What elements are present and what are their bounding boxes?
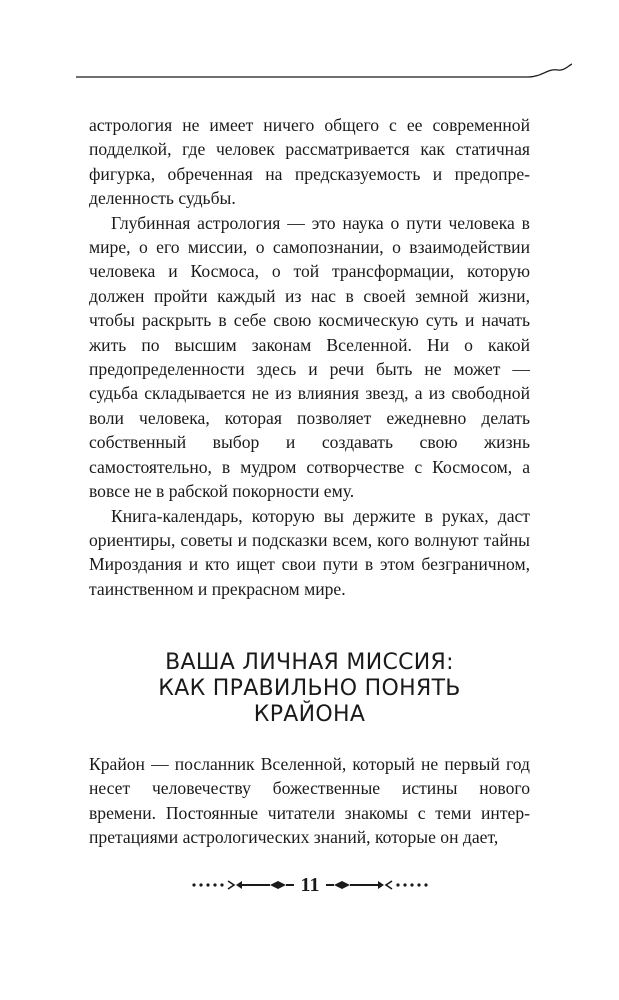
paragraph: Глубинная астрология — это наука о пути человека в мире, о его миссии, о самопознании, о взаимодействии человека и Космоса, о той трансформации, которую должен пройти каждый из нас в своей земной жизни, чтобы раскрыть в себе свою космическую суть и начать жить по высшим законам Вселенной. Ни о какой предопределенности здесь и речи быть не может — судьба складывается не из влияния звезд, а из свободной воли человека, которая позволяет ежедневно делать собственный выбор и создавать свою жизнь самостоятельно, в мудром сотворчестве с Космосом, а вовсе не в рабской покорности ему.: [89, 212, 530, 502]
header-rule-ornament: [76, 62, 572, 86]
paragraph: Крайон — посланник Вселенной, который не первый год несет человечеству божественные истины нового времени. Постоянные читатели знакомы с теми интерпретациями астрологических знаний, которые он дает,: [89, 754, 530, 848]
paragraph: Книга-календарь, которую вы держите в руках, даст ориентиры, советы и подсказки всем, кого волнуют тайны Мироздания и кто ищет свои пути в этом безграничном, таинственном и прекрасном мире.: [89, 505, 530, 599]
heading-line: КРАЙОНА: [253, 702, 366, 727]
heading-line: КАК ПРАВИЛЬНО ПОНЯТЬ: [158, 676, 461, 701]
page-folio: [190, 871, 430, 899]
body-text-top: [89, 113, 530, 601]
section-heading: [89, 650, 530, 728]
page-number: 11: [300, 874, 320, 896]
body-text-bottom: [89, 752, 530, 850]
heading-line: ВАША ЛИЧНАЯ МИССИЯ:: [165, 650, 454, 675]
paragraph: астрология не имеет ничего общего с ее современной подделкой, где человек рассматривается как статичная фигурка, обреченная на предсказуемость и предопределенность судьбы.: [89, 115, 530, 209]
